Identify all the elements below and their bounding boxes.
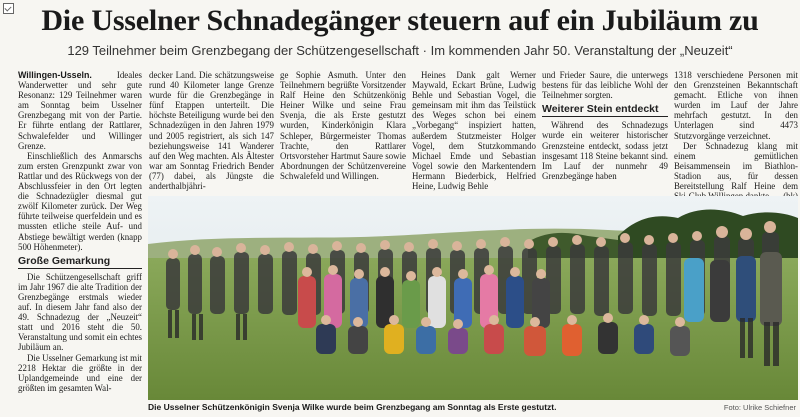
- paragraph: Einschließlich des Anmarschs zum ersten Grenzpunkt zwar von Rattlar und des Rückwegs von der Abschlussfeier in den Ort legten die Schnadezügler diesmal gut zwölf Kilometer zurück. Der Weg führte teilweise querfeldein und es mussten etliche steile Auf- und Abstiege bewältigt werden (knapp 500 Höhenmeter).: [18, 150, 142, 252]
- paragraph: Die Usselner Gemarkung ist mit 2218 Hektar die größte in der Uplandgemeinde und eine der größten im gesamten Wal-: [18, 352, 142, 393]
- paragraph: Die Schützengesellschaft griff im Jahr 1967 die alte Tradition der Grenzbegänge erstmals wieder auf. In diesem Jahr fand also der 49. Schnadezug der „Neuzeit“ statt und 2016 steht die 50. Veranstaltung und somit ein echtes Jubiläum an.: [18, 271, 142, 353]
- group-photo: [148, 196, 798, 400]
- photo-credit: Foto: Ulrike Schiefner: [723, 403, 796, 412]
- paragraph-text: Ideales Wanderwetter und sehr gute Resonanz: 129 Teilnehmer waren am Sonntag beim Usselner Grenzbegang mit von der Partie. Er führte entlang der Rattlarer, Schwalefelder und Willinger Grenze.: [18, 70, 142, 151]
- group-photo-illustration: [148, 196, 798, 400]
- paragraph: und Frieder Saure, die unterwegs bestens für das leibliche Wohl der Teilnehmer sorgten.: [542, 70, 668, 101]
- paragraph: decker Land. Die schätzungsweise rund 40 Kilometer lange Grenze wurde für die Grenzbegänge in fünf Etappen unterteilt. Die höchste Beteiligung wurde bei den Schnadezügen in den Jahren 1979 und 2005 registriert, als sich 147 beziehungsweise 141 Wanderer auf den Weg machten. Als Ältester war am Sonntag Friedrich Bender (77) dabei, als Jüngste die anderthalbjähri-: [149, 70, 274, 192]
- subheadline: 129 Teilnehmer beim Grenzbegang der Schützengesellschaft · Im kommenden Jahr 50. Veranstaltung der „Neuzeit“: [67, 43, 733, 58]
- section-heading: Große Gemarkung: [18, 256, 142, 269]
- headline: Die Usselner Schnadegänger steuern auf ein Jubiläum zu: [41, 4, 759, 37]
- paragraph: ge Sophie Asmuth. Unter den Teilnehmern begrüßte Vorsitzender Ralf Heine den Schützenkönig Heiner Wilke und seine Frau Svenja, die als Erste gestutzt wurden, Kinderkönigin Klara Schleper, Bürgermeister Thomas Trachte, den Rattlarer Ortsvorsteher Hartmut Saure sowie Abordnungen der Schützenvereine Schwalefeld und Willingen.: [280, 70, 406, 181]
- paragraph: Während des Schnadezugs wurde ein weiterer historischer Grenzsteine entdeckt, sodass jetzt insgesamt 118 Steine bekannt sind. Im Lauf der nunmehr 49 Grenzbegänge haben: [542, 120, 668, 181]
- dateline: Willingen-Usseln.: [18, 70, 92, 80]
- paragraph: [18, 70, 142, 151]
- paragraph: [674, 141, 798, 202]
- paragraph: Heines Dank galt Werner Maywald, Eckart Brüne, Ludwig Behle und Sebastian Vogel, die gemeinsam mit ihm das Teilstück des Weges schon bei einem „Vorbegang“ inspiziert hatten, außerdem Stutzmeister Holger Vogel, dem Stutzkommando Michael Emde und Sebastian Vogel sowie den Markentendern Hermann Biederbick, Helfried Heine, Ludwig Behle: [412, 70, 536, 192]
- article-column-1: [18, 70, 142, 415]
- article-column-3: [280, 70, 406, 190]
- paragraph-text: Der Schnadezug klang mit einem gemütlichen Beisammensein im Biathlon-Stadion aus, für dessen Bereitstellung Ralf Heine dem: [674, 140, 798, 192]
- article-column-6: [674, 70, 798, 190]
- section-heading: Weiterer Stein entdeckt: [542, 104, 668, 117]
- article-column-5: [542, 70, 668, 190]
- paragraph: 1318 verschiedene Personen mit den Grenzsteinen Bekanntschaft gemacht. Etliche von ihnen wurden im Lauf der Jahre mehrfach gestutzt. In den Unterlagen sind 4473 Stutzvorgänge verzeichnet.: [674, 70, 798, 141]
- photo-caption: Die Usselner Schützenkönigin Svenja Wilke wurde beim Grenzbegang am Sonntag als Erste gestutzt.: [148, 402, 557, 412]
- article-column-2: [149, 70, 274, 190]
- article-column-4: [412, 70, 536, 190]
